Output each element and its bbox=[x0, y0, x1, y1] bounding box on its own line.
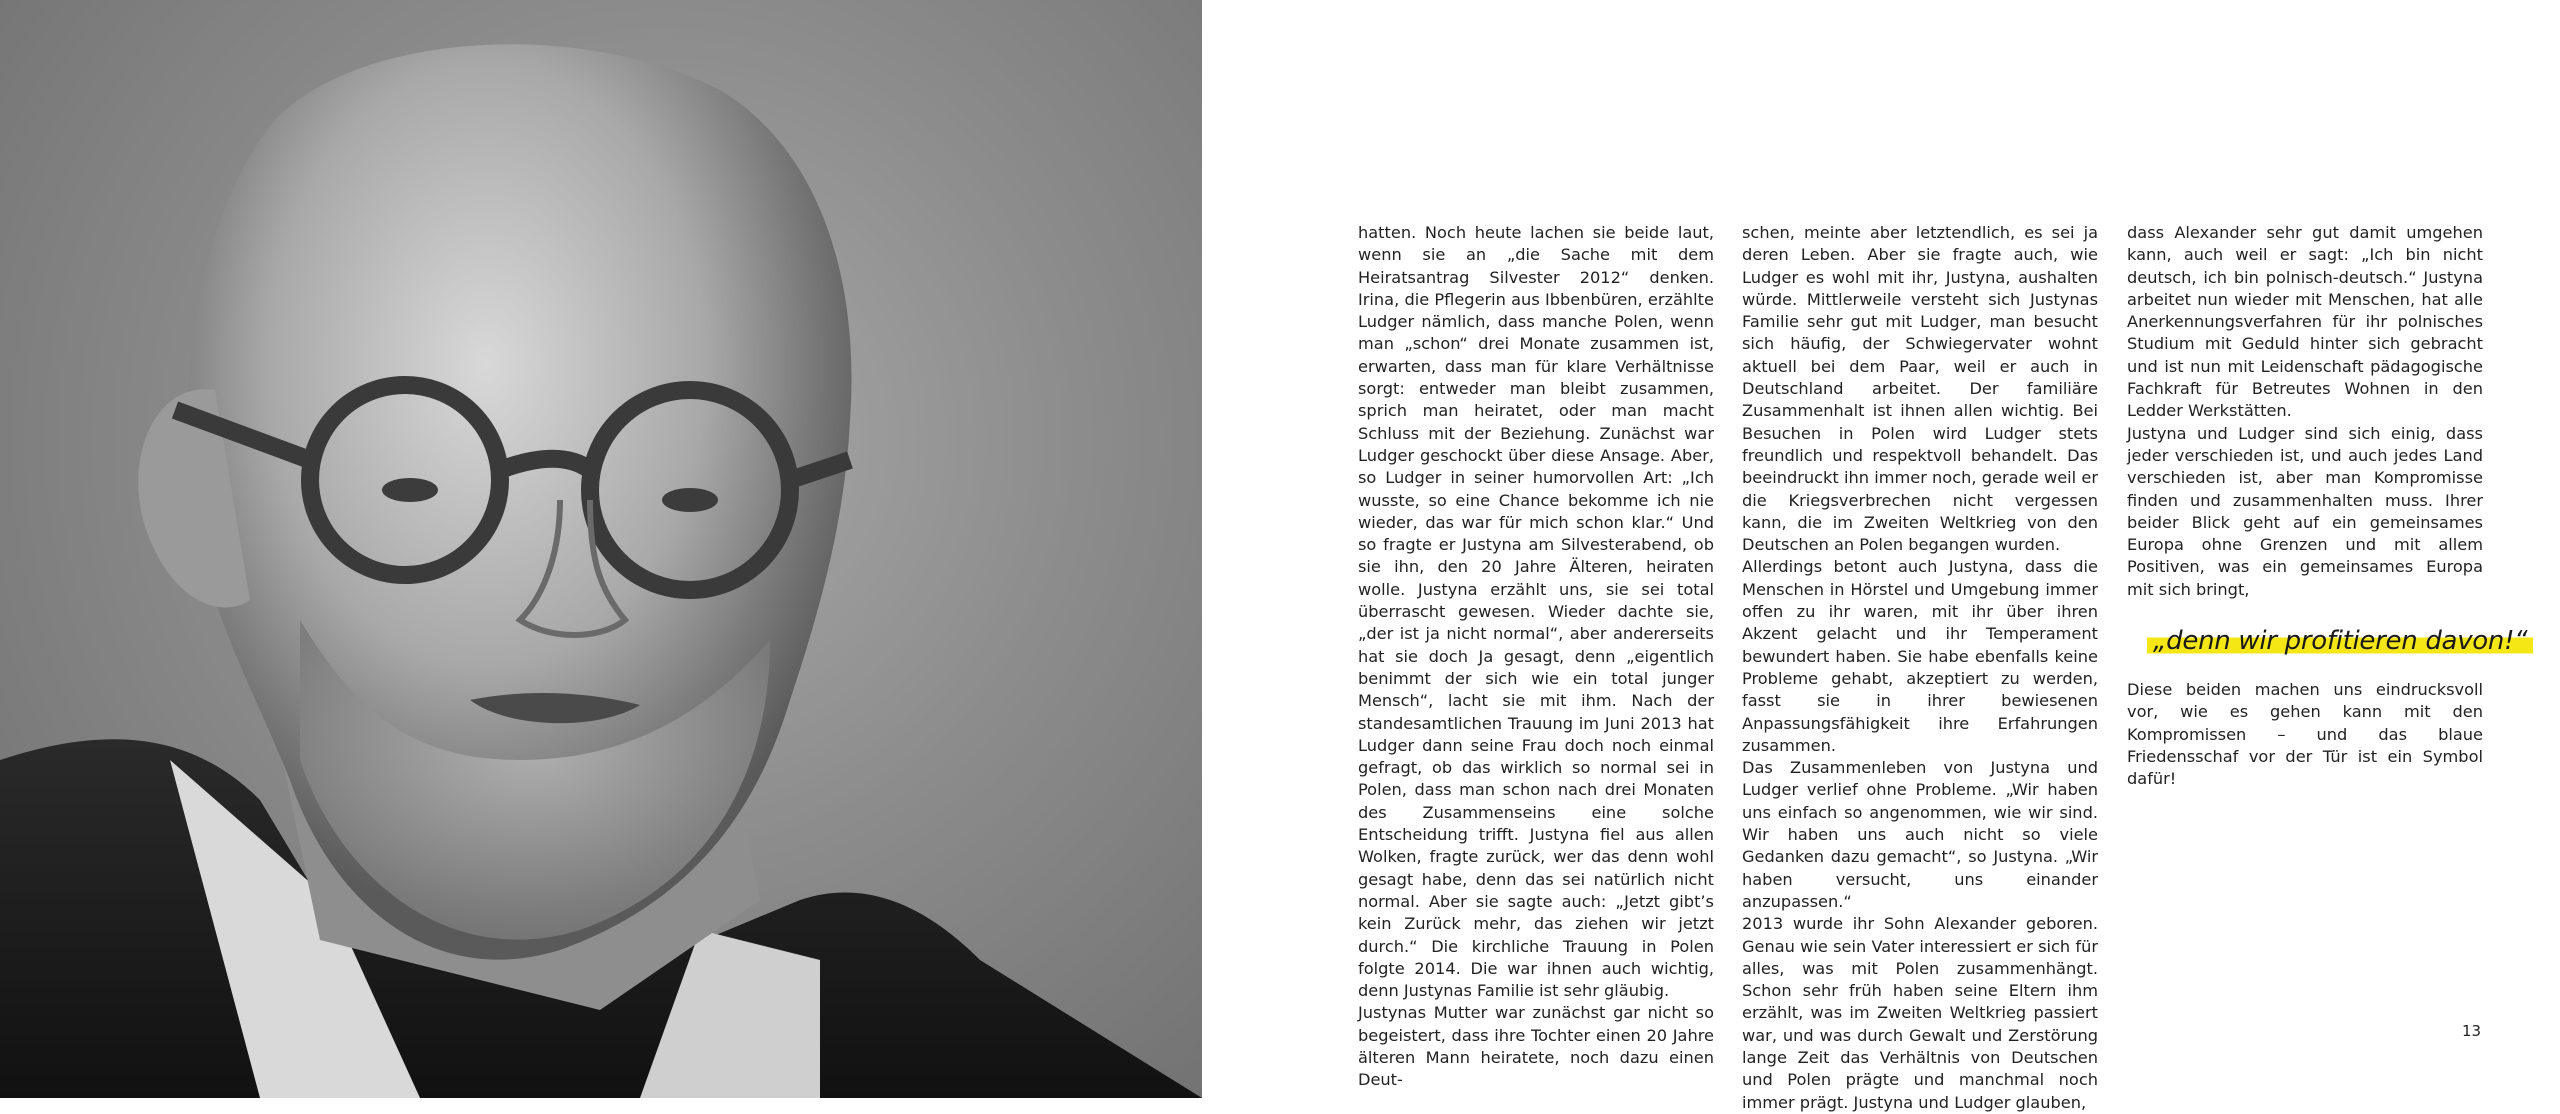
closing-paragraph: Diese beiden machen uns eindrucksvoll vor, wie es gehen kann mit den Kompromissen – und das blaue Friedensschaf vor der Tür ist ein Symbol dafür! bbox=[2127, 680, 2483, 789]
paragraph: schen, meinte aber letztendlich, es sei ja deren Leben. Aber sie fragte auch, wie Ludger es wohl mit ihr, Justyna, aushalten würde. Mittlerweile versteht sich Justynas Familie sehr gut mit Ludger, man besucht sich häufig, der Schwiegervater wohnt aktuell bei dem Paar, weil er auch in Deutschland arbeitet. Der familiäre Zusammenhalt ist ihnen allen wichtig. Bei Besuchen in Polen wird Ludger stets freundlich und respektvoll behandelt. Das beeindruckt ihn immer noch, gerade weil er die Kriegsverbrechen nicht vergessen kann, die im Zweiten Weltkrieg von den Deutschen an Polen begangen wurden. bbox=[1742, 223, 2098, 555]
paragraph: hatten. Noch heute lachen sie beide laut, wenn sie an „die Sache mit dem Heiratsantrag Silvester 2012“ denken. Irina, die Pflegerin aus Ibbenbüren, erzählte Ludger nämlich, dass manche Polen, wenn man „schon“ drei Monate zusammen ist, erwarten, dass man für klare Verhältnisse sorgt: entweder man bleibt zusammen, sprich man heiratet, oder man macht Schluss mit der Beziehung. Zunächst war Ludger geschockt über diese Ansage. Aber, so Ludger in seiner humorvollen Art: „Ich wusste, so eine Chance bekomme ich nie wieder, das war für mich schon klar.“ Und so fragte er Justyna am Silvesterabend, ob sie ihn, den 20 Jahre Älteren, heiraten wolle. Justyna erzählt uns, sie sei total überrascht gewesen. Wieder dachte sie, „der ist ja nicht normal“, aber andererseits hat sie doch Ja gesagt, denn „eigentlich benimmt der sich wie ein total junger Mensch“, lacht sie mit ihm. Nach der standesamtlichen Trauung im Juni 2013 hat Ludger dann seine Frau doch noch einmal gefragt, ob das wirklich so normal sei in Polen, dass man schon nach drei Monaten des Zusammenseins eine solche Entscheidung trifft. Justyna fiel aus allen Wolken, fragte zurück, wer das denn wohl gesagt habe, denn das sei natürlich nicht normal. Aber sie sagte auch: „Jetzt gibt’s kein Zurück mehr, das ziehen wir jetzt durch.“ Die kirchliche Trauung in Polen folgte 2014. Die war ihnen auch wichtig, denn Justynas Familie ist sehr gläubig. bbox=[1358, 223, 1714, 1001]
paragraph: Justynas Mutter war zunächst gar nicht so begeistert, dass ihre Tochter einen 20 Jahre älteren Mann heiratete, noch dazu einen Deut- bbox=[1358, 1003, 1714, 1090]
page-number: 13 bbox=[2462, 1022, 2482, 1040]
paragraph: dass Alexander sehr gut damit umgehen kann, auch weil er sagt: „Ich bin nicht deutsch, ich bin polnisch-deutsch.“ Justyna arbeitet nun wieder mit Menschen, hat alle Anerkennungsverfahren für ihr polnisches Studium mit Geduld hinter sich gebracht und ist nun mit Leidenschaft pädagogische Fachkraft für Betreutes Wohnen in den Ledder Werkstätten. bbox=[2127, 223, 2483, 421]
paragraph: Allerdings betont auch Justyna, dass die Menschen in Hörstel und Umgebung immer offen zu ihr waren, mit ihr über ihren Akzent gelacht und ihr Temperament bewundert haben. Sie habe ebenfalls keine Probleme gehabt, akzeptiert zu werden, fasst sie in ihrer bewiesenen Anpassungsfähigkeit ihre Erfahrungen zusammen. bbox=[1742, 557, 2098, 755]
portrait-photo bbox=[0, 0, 1202, 1098]
text-page bbox=[1202, 0, 2560, 1112]
pull-quote bbox=[2147, 623, 2528, 659]
text-column-3 bbox=[2127, 222, 2528, 791]
paragraph: Justyna und Ludger sind sich einig, dass jeder verschieden ist, und auch jedes Land verschieden ist, aber man Kompromisse finden und zusammenhalten muss. Ihrer beider Blick geht auf ein gemeinsames Europa ohne Grenzen und mit allem Positiven, was ein gemeinsames Europa mit sich bringt, bbox=[2127, 423, 2483, 599]
text-column-1 bbox=[1358, 222, 1714, 1092]
text-column-2 bbox=[1742, 222, 2098, 1114]
paragraph: 2013 wurde ihr Sohn Alexander geboren. Genau wie sein Vater interessiert er sich für alles, was mit Polen zusammenhängt. Schon sehr früh haben seine Eltern ihm erzählt, was im Zweiten Weltkrieg passiert war, und was durch Gewalt und Zerstörung lange Zeit das Verhältnis von Deutschen und Polen prägte und manchmal noch immer prägt. Justyna und Ludger glauben, bbox=[1742, 914, 2098, 1112]
paragraph: Das Zusammenleben von Justyna und Ludger verlief ohne Probleme. „Wir haben uns einfach so angenommen, wie wir sind. Wir haben uns auch nicht so viele Gedanken dazu gemacht“, so Justyna. „Wir haben versucht, uns einander anzupassen.“ bbox=[1742, 758, 2098, 911]
portrait-illustration bbox=[0, 0, 1202, 1098]
pull-quote-text: „denn wir profitieren davon!“ bbox=[2147, 626, 2533, 656]
